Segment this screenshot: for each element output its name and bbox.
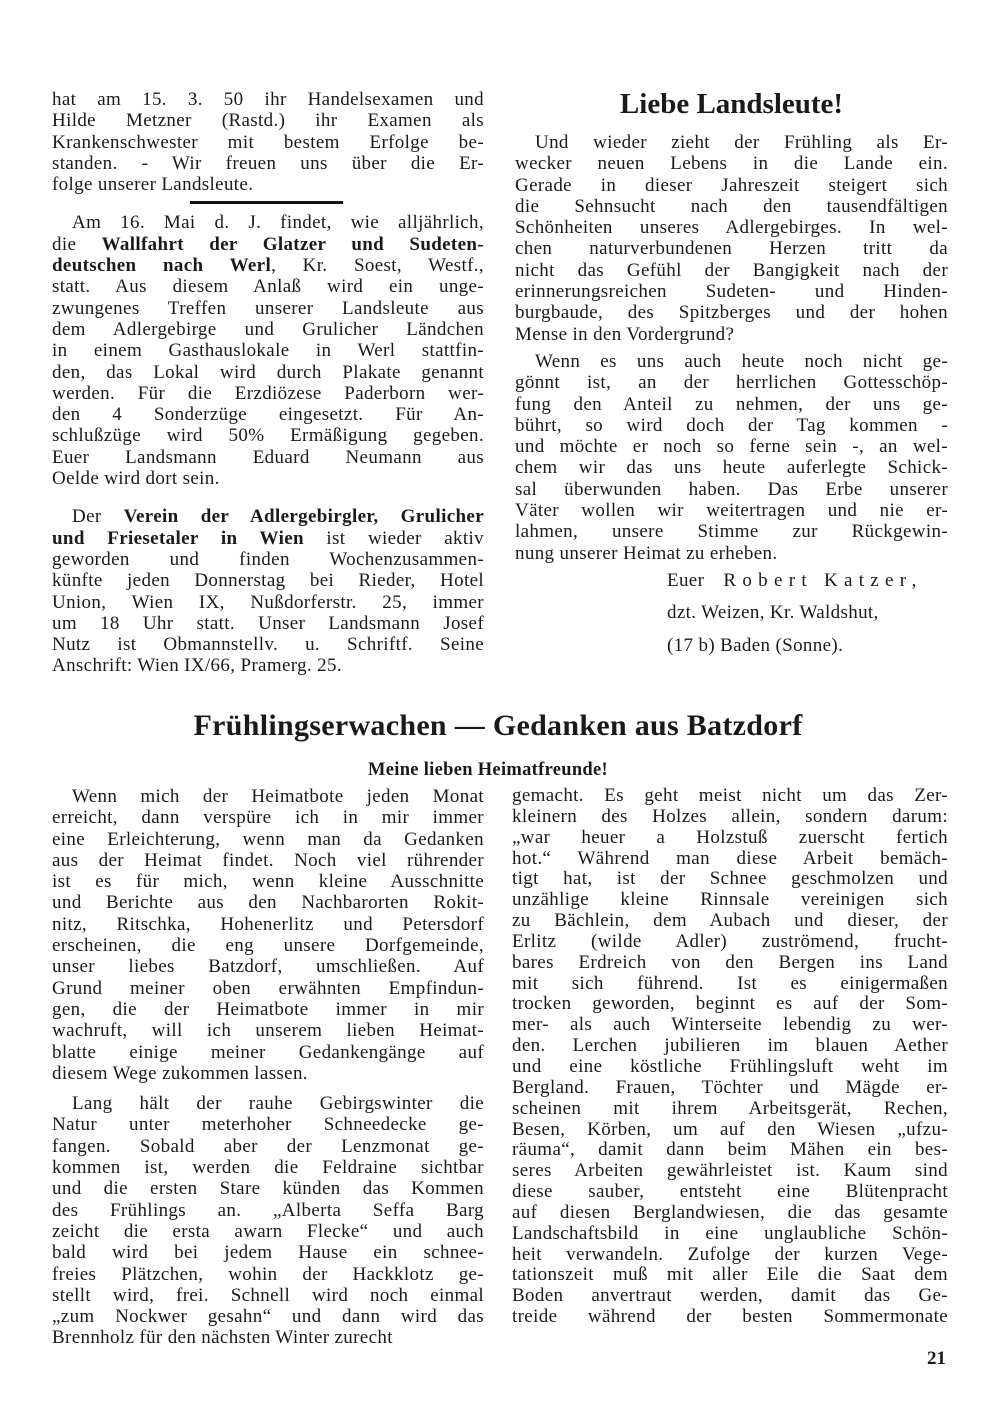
text-line: fangen. Sobald aber der Lenzmonat ge- (52, 1135, 484, 1157)
text-line: Grund meiner oben erwähnten Empfindun- (52, 977, 484, 999)
text-line: in einem Gasthauslokale in Werl stattfin- (52, 340, 484, 362)
text-line: gen, die der Heimatbote immer in mir (52, 998, 484, 1020)
text-line: Krankenschwester mit bestem Erfolge be- (52, 131, 484, 153)
text-line: Landschaftsbild in eine unglaubliche Schön- (512, 1223, 948, 1244)
signature-name: Robert Katzer, (723, 570, 923, 591)
page-number: 21 (927, 1348, 946, 1369)
text-line: zwungenes Treffen unserer Landsleute aus (52, 297, 484, 319)
text-line: statt. Aus diesem Anlaß wird ein unge- (52, 276, 484, 298)
text-line: eine Erleichterung, wenn man da Gedanken (52, 828, 484, 850)
text-line: räuma“, damit dann beim Mähen ein bes- (512, 1140, 948, 1161)
article-left-column (52, 786, 484, 1358)
text-line: stellt wird, frei. Schnell wird noch einmal (52, 1284, 484, 1306)
text-line: hot.“ Während man diese Arbeit bemäch- (512, 848, 948, 869)
text-line: Hilde Metzner (Rastd.) ihr Examen als (52, 110, 484, 132)
text-line: trocken geworden, beginnt es auf der Som- (512, 994, 948, 1015)
text-line: folge unserer Landsleute. (52, 174, 254, 196)
text-line: Der Verein der Adlergebirgler, Grulicher (72, 506, 484, 528)
text-line: Nutz ist Obmannstellv. u. Schriftf. Seine (52, 634, 484, 656)
text-line: unzählige kleine Rinnsale vereinigen sich (512, 890, 948, 911)
text-line: kommen ist, werden die Feldraine sichtbar (52, 1157, 484, 1179)
signature-greeting: Euer (667, 570, 705, 591)
text-line: blatte einige meiner Gedankengänge auf (52, 1041, 484, 1063)
text-line: und die ersten Stare künden das Kommen (52, 1178, 484, 1200)
section-divider (190, 201, 343, 204)
text-line: aus der Heimat findet. Noch viel rührender (52, 849, 484, 871)
text-line: Gerade in dieser Jahreszeit steigert sich (515, 174, 948, 196)
text-line: chem wir das uns heute auferlegte Schick- (515, 457, 948, 479)
text-line: ist es für mich, wenn kleine Ausschnitte (52, 871, 484, 893)
text-line: Natur unter meterhoher Schneedecke ge- (52, 1114, 484, 1136)
text-line: Besen, Körben, um auf den Wiesen „ufzu- (512, 1119, 948, 1140)
article-right-column (512, 786, 948, 1345)
signature-line-2: dzt. Weizen, Kr. Waldshut, (667, 602, 879, 623)
text-line: Erlitz (wilde Adler) zuströmend, frucht- (512, 931, 948, 952)
text-line: erinnerungsreichen Sudeten- und Hinden- (515, 281, 948, 303)
text-line: Bergland. Frauen, Töchter und Mägde er- (512, 1077, 948, 1098)
text-line: nung unserer Heimat zu erheben. (515, 542, 778, 564)
text-line: bald wird bei jedem Hause ein schnee- (52, 1242, 484, 1264)
paragraph (52, 89, 484, 195)
text-line: standen. - Wir freuen uns über die Er- (52, 152, 484, 174)
paragraph (52, 1093, 484, 1349)
top-right-column (515, 132, 948, 570)
paragraph (52, 786, 484, 1084)
text-line: erreicht, dann verspüre ich in mir immer (52, 807, 484, 829)
text-line: geworden und finden Wochenzusammen- (52, 548, 484, 570)
text-line: Oelde wird dort sein. (52, 468, 220, 490)
text-line: wachruft, will ich unserem lieben Heimat- (52, 1020, 484, 1042)
text-line: mer- als auch Winterseite lebendig zu wer- (512, 1015, 948, 1036)
text-line: und Friesetaler in Wien ist wieder aktiv (52, 527, 484, 549)
text-line: Anschrift: Wien IX/66, Pramerg. 25. (52, 655, 342, 677)
article-headline: Frühlingserwachen — Gedanken aus Batzdorf (193, 709, 803, 742)
text-line: „zum Nockwer gesahn“ und dann wird das (52, 1306, 484, 1328)
text-line: Wenn es uns auch heute noch nicht ge- (535, 350, 948, 372)
text-line: unser liebes Batzdorf, umschließen. Auf (52, 956, 484, 978)
paragraph (515, 132, 948, 345)
signature-line-3: (17 b) Baden (Sonne). (667, 635, 844, 656)
bold-text: Verein der Adlergebirgler, Grulicher (123, 506, 484, 528)
text-line: werden. Für die Erzdiözese Paderborn wer- (52, 382, 484, 404)
text-line: Wenn mich der Heimatbote jeden Monat (72, 786, 484, 807)
text-line: Und wieder zieht der Frühling als Er- (535, 132, 948, 153)
letter-title: Liebe Landsleute! (619, 88, 844, 120)
text-line: des Frühlings an. „Alberta Seffa Barg (52, 1199, 484, 1221)
text-line: Schönheiten unseres Adlergebirges. In wel- (515, 217, 948, 239)
text-line: den, das Lokal wird durch Plakate genannt (52, 361, 484, 383)
text-line: gönnt ist, an der herrlichen Gottesschöp- (515, 372, 948, 394)
text-line: den. Lerchen jubilieren im blauen Aether (512, 1036, 948, 1057)
text-line: lahmen, unsere Stimme zur Rückgewin- (515, 521, 948, 543)
text-line: burgbaude, des Spitzberges und der hohen (515, 302, 948, 324)
text-line: tigt hat, ist der Schnee geschmolzen und (512, 869, 948, 890)
text-line: chen naturverbundenen Herzen tritt da (515, 238, 948, 260)
text-line: zu Bächlein, dem Aubach und dieser, der (512, 911, 948, 932)
text-line: freies Plätzchen, wohin der Hackklotz ge- (52, 1263, 484, 1285)
text-line: auf diesen Berglandwiesen, die das gesamte (512, 1202, 948, 1223)
text-line: „war heuer a Holzstuß zuerscht fertich (512, 827, 948, 848)
text-line: Mense in den Vordergrund? (515, 323, 735, 345)
text-line: fung den Anteil zu nehmen, der uns ge- (515, 393, 948, 415)
text-line: bares Erdreich von den Bergen ins Land (512, 952, 948, 973)
text-line: hat am 15. 3. 50 ihr Handelsexamen und (52, 89, 484, 110)
signature-line-1 (667, 570, 923, 592)
bold-text: Wallfahrt der Glatzer und Sudeten- (101, 233, 484, 255)
text-line: Am 16. Mai d. J. findet, wie alljährlich, (72, 212, 484, 234)
text-line: und eine köstliche Frühlingsluft weht im (512, 1056, 948, 1077)
text-line: bührt, so wird doch der Tag kommen - (515, 414, 948, 436)
bold-text: und Friesetaler in Wien (52, 527, 304, 549)
paragraph (52, 212, 484, 489)
text-line: schlußzüge wird 50% Ermäßigung gegeben. (52, 425, 484, 447)
text-line: Väter wollen wir weitertragen und nie er- (515, 500, 948, 522)
text-line: sal überwunden haben. Das Erbe unserer (515, 478, 948, 500)
text-line: seres Arbeiten gewährleistet ist. Kaum sind (512, 1161, 948, 1182)
text-line: tationszeit muß mit aller Eile die Saat dem (512, 1265, 948, 1286)
paragraph (515, 351, 948, 564)
text-line: kleinern des Holzes allein, sondern darum: (512, 806, 948, 827)
text-line: die Sehnsucht nach den tausendfältigen (515, 195, 948, 217)
text-line: Boden anvertraut werden, damit das Ge- (512, 1286, 948, 1307)
text-line: künfte jeden Donnerstag bei Rieder, Hotel (52, 570, 484, 592)
text-line: zeicht die ersta awarn Flecke“ und auch (52, 1220, 484, 1242)
text-line: diesem Wege zukommen lassen. (52, 1062, 308, 1084)
paragraph (52, 506, 484, 676)
text-line: Union, Wien IX, Nußdorferstr. 25, immer (52, 591, 484, 613)
text-line: und Berichte aus den Nachbarorten Rokit- (52, 892, 484, 914)
text-line: diese sauber, entsteht eine Blütenpracht (512, 1182, 948, 1203)
text-line: treide während der besten Sommermonate (512, 1307, 948, 1328)
text-line: die Wallfahrt der Glatzer und Sudeten- (52, 233, 484, 255)
text-line: mit sich führend. Ist es einigermaßen (512, 973, 948, 994)
text-line: um 18 Uhr statt. Unser Landsmann Josef (52, 612, 484, 634)
bold-text: deutschen nach Werl (52, 255, 272, 277)
text-line: dem Adlergebirge und Grulicher Ländchen (52, 318, 484, 340)
text-line: nicht das Gefühl der Bangigkeit nach der (515, 259, 948, 281)
text-line: deutschen nach Werl, Kr. Soest, Westf., (52, 255, 484, 277)
text-line: Brennholz für den nächsten Winter zurecht (52, 1327, 393, 1349)
text-line: den 4 Sonderzüge eingesetzt. Für An- (52, 404, 484, 426)
text-line: wecker neuen Lebens in die Lande ein. (515, 153, 948, 175)
article-subheading: Meine lieben Heimatfreunde! (368, 760, 608, 780)
text-line: heit verwandeln. Zufolge der kurzen Vege- (512, 1244, 948, 1265)
text-line: Euer Landsmann Eduard Neumann aus (52, 446, 484, 468)
top-left-column (52, 89, 484, 694)
text-line: gemacht. Es geht meist nicht um das Zer- (512, 786, 948, 806)
text-line: scheinen mit ihrem Arbeitsgerät, Rechen, (512, 1098, 948, 1119)
text-line: erscheinen, die eng unsere Dorfgemeinde, (52, 935, 484, 957)
text-line: Lang hält der rauhe Gebirgswinter die (72, 1093, 484, 1115)
text-line: und möchte er noch so ferne sein -, an wel- (515, 436, 948, 458)
text-line: nitz, Ritschka, Hohenerlitz und Petersdorf (52, 913, 484, 935)
paragraph (512, 786, 948, 1328)
